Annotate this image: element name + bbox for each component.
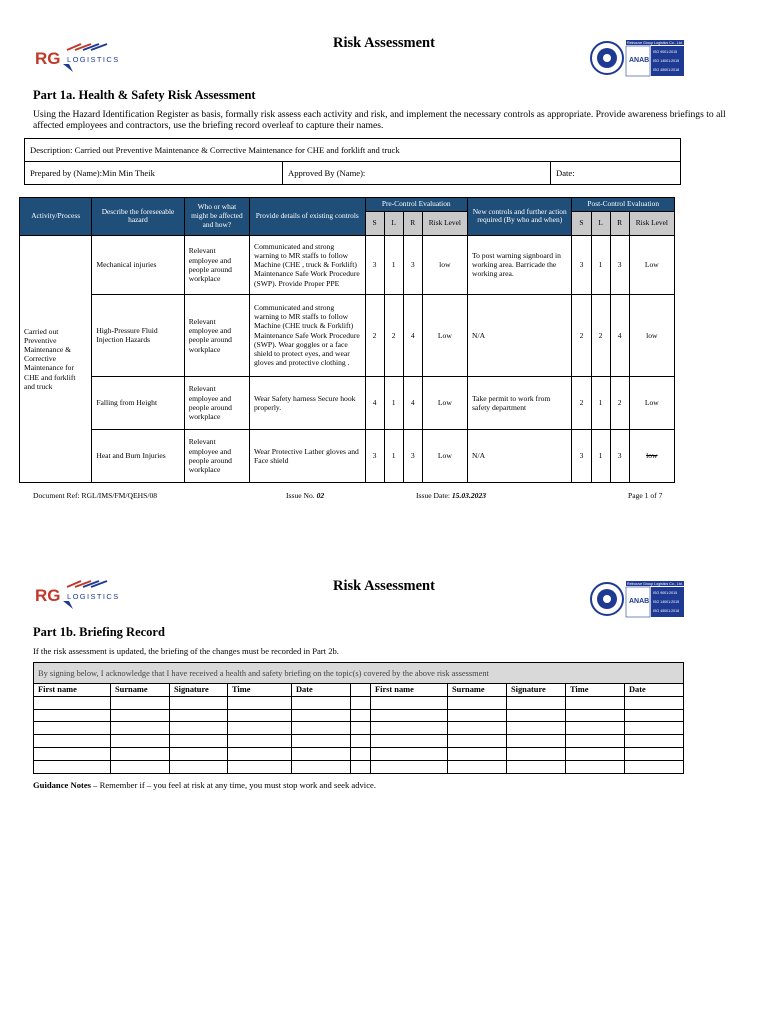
post-risk-level-cell: Low xyxy=(629,376,674,429)
page-title: Risk Assessment xyxy=(333,35,435,51)
prepared-by-cell: Prepared by (Name):Min Min Theik xyxy=(25,162,283,185)
col-signature: Signature xyxy=(170,684,228,697)
hazard-cell: Mechanical injuries xyxy=(92,235,184,294)
svg-text:ISO 45001:2018: ISO 45001:2018 xyxy=(653,68,680,72)
footer-doc-ref: Document Ref: RGL/IMS/FM/QEHS/08 xyxy=(33,491,158,500)
certification-badge xyxy=(590,38,686,78)
header-new-controls: New controls and further action required (By who and when) xyxy=(467,198,571,236)
svg-text:ISO 9001:2015: ISO 9001:2015 xyxy=(653,50,678,54)
logo-letters: RG xyxy=(35,586,61,605)
pre-risk-level-cell: low xyxy=(422,235,467,294)
guidance-notes xyxy=(33,780,376,790)
date-cell: Date: xyxy=(551,162,681,185)
logo-subtext: LOGISTICS xyxy=(67,592,120,601)
pre-l-cell: 1 xyxy=(384,376,403,429)
signature-row[interactable] xyxy=(34,709,684,722)
pre-r-cell: 4 xyxy=(403,376,422,429)
svg-text:ANAB: ANAB xyxy=(629,57,650,64)
post-r-cell: 2 xyxy=(610,376,629,429)
svg-text:ISO 14001:2015: ISO 14001:2015 xyxy=(653,600,680,604)
existing-controls-cell: Wear Safety harness Secure hook properly. xyxy=(250,376,366,429)
col-first-name: First name xyxy=(34,684,111,697)
signature-row[interactable] xyxy=(34,735,684,748)
hazard-cell: Heat and Burn Injuries xyxy=(92,429,184,482)
who-cell: Relevant employee and people around workplace xyxy=(184,235,249,294)
col-surname: Surname xyxy=(111,684,170,697)
part-1b-note: If the risk assessment is updated, the briefing of the changes must be recorded in Part 2b. xyxy=(33,646,339,656)
footer-issue-no: Issue No. 02 xyxy=(286,491,325,500)
table-row xyxy=(20,429,675,482)
who-cell: Relevant employee and people around workplace xyxy=(184,294,249,376)
who-cell: Relevant employee and people around workplace xyxy=(184,429,249,482)
certification-badge xyxy=(590,579,686,619)
pre-risk-level-cell: Low xyxy=(422,294,467,376)
svg-text:Relnouve Group Logistics Co.,: Relnouve Group Logistics Co., Ltd. xyxy=(627,582,683,586)
briefing-header-row xyxy=(34,684,684,697)
col-spacer xyxy=(351,684,371,697)
header-activity: Activity/Process xyxy=(20,198,92,236)
header-who: Who or what might be affected and how? xyxy=(184,198,249,236)
post-r-cell: 3 xyxy=(610,235,629,294)
footer-issue-date: Issue Date: 15.03.2023 xyxy=(416,491,487,500)
pre-s-cell: 2 xyxy=(365,294,384,376)
svg-text:ISO 45001:2018: ISO 45001:2018 xyxy=(653,609,680,613)
col-date: Date xyxy=(625,684,684,697)
post-l-cell: 1 xyxy=(591,429,610,482)
header-existing-controls: Provide details of existing controls xyxy=(250,198,366,236)
header-pre-l: L xyxy=(384,211,403,235)
pre-s-cell: 3 xyxy=(365,235,384,294)
guidance-text: – Remember if – you feel at risk at any time, you must stop work and seek advice. xyxy=(91,780,376,790)
post-s-cell: 2 xyxy=(572,376,591,429)
post-l-cell: 2 xyxy=(591,294,610,376)
pre-l-cell: 1 xyxy=(384,235,403,294)
header-post-r: R xyxy=(610,211,629,235)
issue-date: 15.03.2023 xyxy=(451,491,487,500)
header-pre-r: R xyxy=(403,211,422,235)
post-r-cell: 3 xyxy=(610,429,629,482)
activity-cell: Carried out Preventive Maintenance & Corrective Maintenance for CHE and forklift and truck xyxy=(20,235,92,482)
pre-l-cell: 1 xyxy=(384,429,403,482)
footer-page-number: Page 1 of 7 xyxy=(628,491,663,500)
post-l-cell: 1 xyxy=(591,376,610,429)
briefing-record-table xyxy=(33,662,684,774)
pre-r-cell: 3 xyxy=(403,235,422,294)
pre-r-cell: 3 xyxy=(403,429,422,482)
post-l-cell: 1 xyxy=(591,235,610,294)
part-1b-heading: Part 1b. Briefing Record xyxy=(33,625,165,639)
hazard-cell: Falling from Height xyxy=(92,376,184,429)
col-date: Date xyxy=(292,684,351,697)
svg-text:ANAB: ANAB xyxy=(629,598,650,605)
part-1a-intro: Using the Hazard Identification Register as basis, formally risk assess each activity and risk, and implement the necessary controls as appropriate. Provide awareness briefings to all affected employees and contractors, use the briefing record overleaf to capture their names. xyxy=(33,109,726,131)
description-table xyxy=(24,138,681,185)
pre-l-cell: 2 xyxy=(384,294,403,376)
new-controls-cell: Take permit to work from safety department xyxy=(467,376,571,429)
signature-row[interactable] xyxy=(34,760,684,773)
page-title: Risk Assessment xyxy=(333,578,435,594)
issue-number: 02 xyxy=(316,491,325,500)
post-risk-level-cell: low xyxy=(629,294,674,376)
part-1a-heading: Part 1a. Health & Safety Risk Assessment xyxy=(33,88,256,102)
table-row xyxy=(20,235,675,294)
logo-subtext: LOGISTICS xyxy=(67,55,120,64)
col-time: Time xyxy=(566,684,625,697)
col-signature: Signature xyxy=(507,684,566,697)
header-post-s: S xyxy=(572,211,591,235)
signature-row[interactable] xyxy=(34,722,684,735)
post-risk-level-cell: low xyxy=(629,429,674,482)
signature-row[interactable] xyxy=(34,696,684,709)
header-post-control: Post-Control Evaluation xyxy=(572,198,675,212)
post-s-cell: 3 xyxy=(572,235,591,294)
header-hazard: Describe the foreseeable hazard xyxy=(92,198,184,236)
svg-text:ISO 9001:2015: ISO 9001:2015 xyxy=(653,591,678,595)
description-cell: Description: Carried out Preventive Maintenance & Corrective Maintenance for CHE and forklift and truck xyxy=(25,139,681,162)
risk-assessment-table xyxy=(19,197,675,483)
new-controls-cell: N/A xyxy=(467,429,571,482)
pre-risk-level-cell: Low xyxy=(422,376,467,429)
header-post-l: L xyxy=(591,211,610,235)
post-s-cell: 3 xyxy=(572,429,591,482)
new-controls-cell: N/A xyxy=(467,294,571,376)
logo-letters: RG xyxy=(35,49,61,68)
header-post-risk-level: Risk Level xyxy=(629,211,674,235)
acknowledgement-banner: By signing below, I acknowledge that I have received a health and safety briefing on the topic(s) covered by the above risk assessment xyxy=(34,663,684,684)
pre-s-cell: 3 xyxy=(365,429,384,482)
header-pre-s: S xyxy=(365,211,384,235)
pre-r-cell: 4 xyxy=(403,294,422,376)
existing-controls-cell: Communicated and strong warning to MR staffs to follow Machine (CHE truck & Forklift) Maintenance Safe Work Procedure (SWP). Wear goggles or a face shield to protect eyes, and wear gloves and protective clothing . xyxy=(250,294,366,376)
post-s-cell: 2 xyxy=(572,294,591,376)
who-cell: Relevant employee and people around workplace xyxy=(184,376,249,429)
col-first-name: First name xyxy=(371,684,448,697)
existing-controls-cell: Wear Protective Lather gloves and Face shield xyxy=(250,429,366,482)
svg-text:ISO 14001:2015: ISO 14001:2015 xyxy=(653,59,680,63)
new-controls-cell: To post warning signboard in working area. Barricade the working area. xyxy=(467,235,571,294)
guidance-label: Guidance Notes xyxy=(33,780,92,790)
signature-row[interactable] xyxy=(34,747,684,760)
table-row xyxy=(20,376,675,429)
table-row xyxy=(20,294,675,376)
pre-s-cell: 4 xyxy=(365,376,384,429)
header-pre-control: Pre-Control Evaluation xyxy=(365,198,467,212)
post-r-cell: 4 xyxy=(610,294,629,376)
hazard-cell: High-Pressure Fluid Injection Hazards xyxy=(92,294,184,376)
post-risk-level-cell: Low xyxy=(629,235,674,294)
approved-by-cell: Approved By (Name): xyxy=(283,162,551,185)
col-time: Time xyxy=(228,684,292,697)
col-surname: Surname xyxy=(448,684,507,697)
pre-risk-level-cell: Low xyxy=(422,429,467,482)
header-pre-risk-level: Risk Level xyxy=(422,211,467,235)
existing-controls-cell: Communicated and strong warning to MR staffs to follow Machine (CHE , truck & Forklift) Maintenance Safe Work Procedure (SWP). Provide Proper PPE xyxy=(250,235,366,294)
svg-text:Relnouve Group Logistics Co.,: Relnouve Group Logistics Co., Ltd. xyxy=(627,41,683,45)
